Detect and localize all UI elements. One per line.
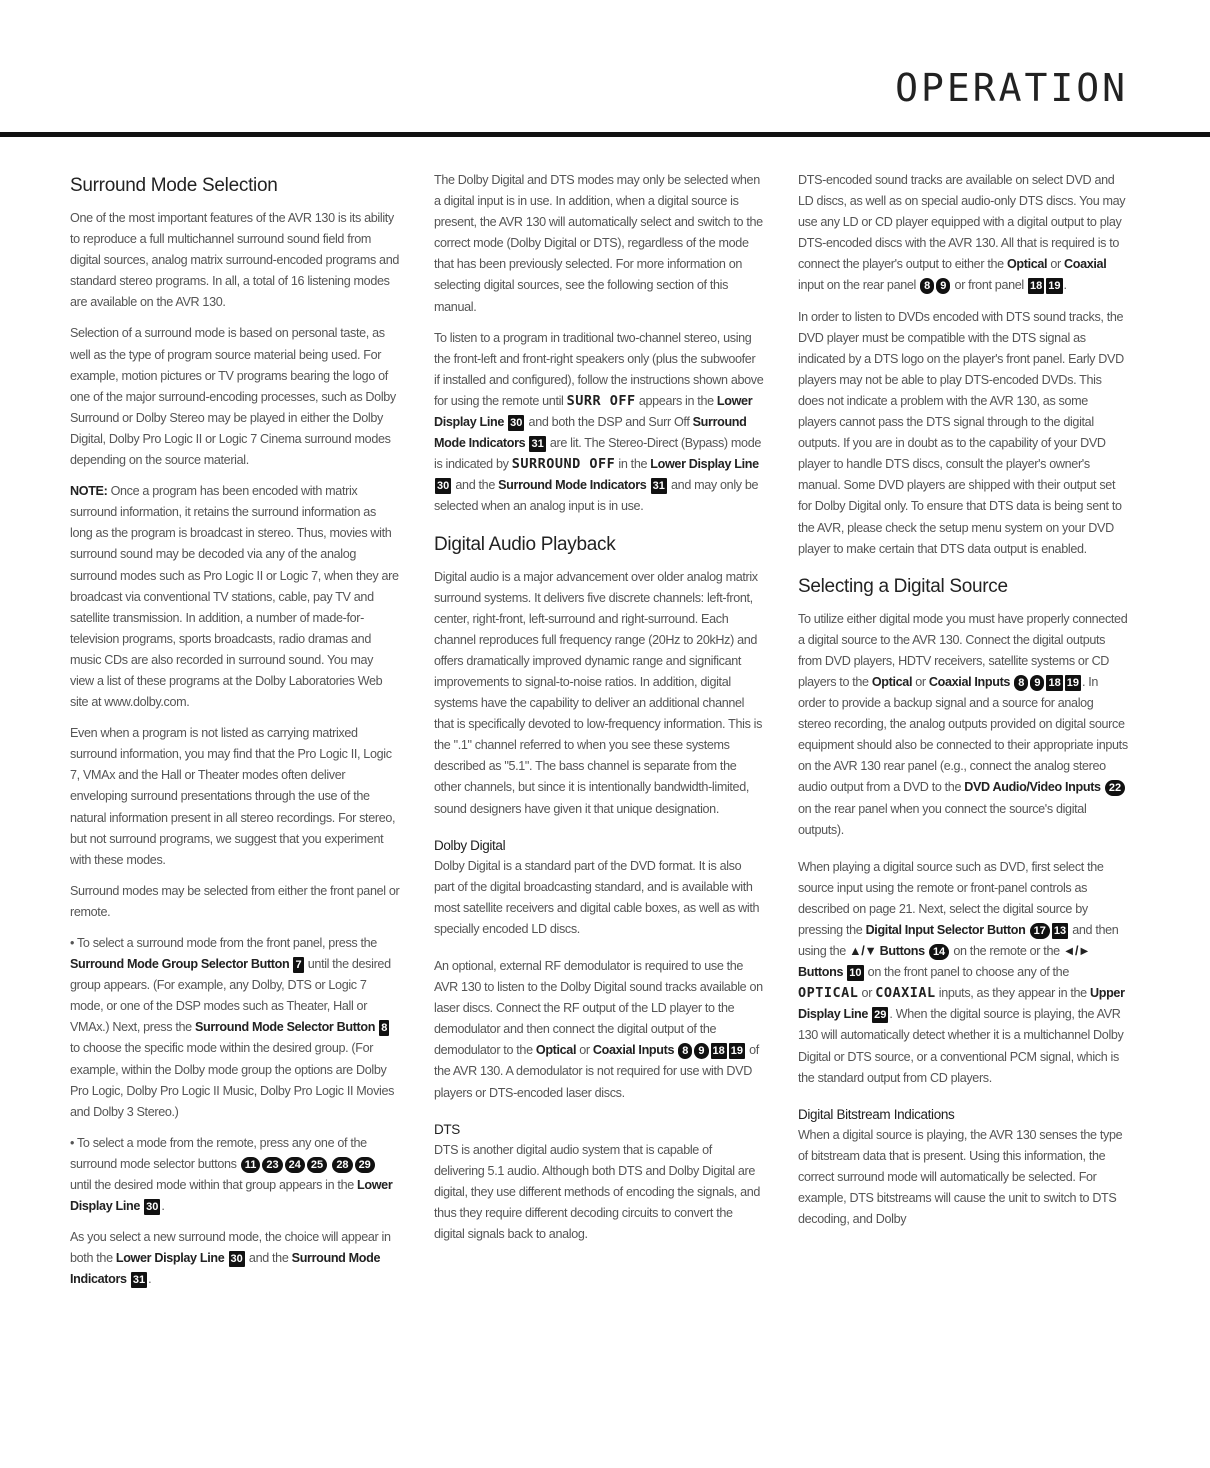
callout-number: 30 <box>230 1253 243 1266</box>
text: . When the digital source is playing, the AVR 130 will automatically detect whether it is a multichannel Dolby Digital or DTS source, or a conventional PCM signal, which is the standard output from CD players. <box>798 1007 1124 1085</box>
paragraph: The Dolby Digital and DTS modes may only be selected when a digital input is in use. In addition, when a digital source is present, the AVR 130 will automatically select and switch to the correct mode (Dolby Digital or DTS), regardless of the mode that has been previously selected. For more information on selecting digital sources, see the following section of this manual. <box>434 173 763 314</box>
callout-number: 30 <box>437 480 450 493</box>
text: An optional, external RF demodulator is required to use the AVR 130 to listen to the Dolby Digital sound tracks available on laser discs. Connect the RF output of the LD player to the demodulator and then connect the digital output of the demodulator to the <box>434 959 763 1058</box>
text: and may only be selected when an analog input is in use. <box>434 478 759 514</box>
callout-number: 29 <box>355 1157 375 1173</box>
button-ref: Digital Input Selector Button <box>865 923 1026 937</box>
text: To listen to a program in traditional two-channel stereo, using the front-left and front-right speakers only (plus the subwoofer if installed and configured), follow the instructions shown above for using the remote until <box>434 330 764 408</box>
paragraph: Dolby Digital is a standard part of the DVD format. It is also part of the digital broadcasting standard, and is available with most satellite receivers and digital cable boxes, as well as with specially encoded LD discs. <box>434 858 760 936</box>
callout-number: 8 <box>678 1043 692 1059</box>
callout-number: 14 <box>929 944 949 960</box>
indicator-ref: Surround Mode Indicators <box>434 415 747 451</box>
indicator-ref: Surround Mode Indicators <box>498 478 647 493</box>
display-ref: Lower Display Line <box>434 393 753 430</box>
input-ref: Coaxial Inputs <box>928 674 1011 689</box>
callout-number: 13 <box>1053 925 1067 937</box>
note-label: NOTE: <box>70 484 108 499</box>
note-text: Once a program has been encoded with matrix surround information, it retains the surround information as long as the program is broadcast in stereo. Thus, movies with surround sound may be decoded via any of the analog surround modes such as Pro Logic II or Logic 7, when they are broadcast via conventional TV stations, cable, pay TV and satellite transmission. In addition, a number of made-for-television programs, sports broadcasts, radio dramas and music CDs are also recorded in surround sound. You may view a list of these programs at the Dolby Laboratories Web site at www.dolby.com. <box>70 484 399 710</box>
button-ref: ◄/► Buttons <box>798 944 1091 980</box>
callout-number: 24 <box>285 1157 305 1173</box>
text: . <box>1063 278 1067 293</box>
paragraph: In order to listen to DVDs encoded with DTS sound tracks, the DVD player must be compatible with the DTS signal as indicated by a DTS logo on the player's front panel. Early DVD players may not be able to play DTS-encoded DVDs. This does not indicate a problem with the AVR 130, as some players cannot pass the DTS signal through to the digital outputs. If you are in doubt as to the capability of your DVD player to handle DTS discs, consult the player's owner's manual. Some DVD players are shipped with their output set for Dolby Digital only. To ensure that DTS data is being sent to the AVR, please check the setup menu system on your DVD player to make certain that DTS data output is enabled. <box>798 309 1124 556</box>
callout-number: 11 <box>241 1157 261 1173</box>
text: or <box>912 674 929 689</box>
text: . In order to provide a backup signal and a source for analog stereo recording, the analog outputs provided on digital source equipment should also be connected to their appropriate inputs on the AVR 130 rear panel (e.g., connect the analog stereo audio output from a DVD to the <box>798 674 1128 795</box>
paragraph: Selection of a surround mode is based on personal taste, as well as the type of program source material being used. For example, motion pictures or TV programs bearing the logo of one of the major surround-encoding processes, such as Dolby Surround or Dolby Stereo may be played in either the Dolby Digital, Dolby Pro Logic II or Logic 7 Cinema surround modes depending on the source material. <box>70 326 396 468</box>
callout-number: 29 <box>874 1009 887 1022</box>
text: of the AVR 130. A demodulator is not required for use with DVD players or DTS-encoded laser discs. <box>434 1043 759 1100</box>
paragraph: Even when a program is not listed as carrying matrixed surround information, you may find that the Pro Logic II, Logic 7, VMAx and the Hall or Theater modes often deliver enveloping surround presentations through the use of the natural information present in all stereo recordings. For stereo, but not surround programs, we suggest that you experiment with these modes. <box>70 726 396 867</box>
paragraph <box>70 1227 400 1290</box>
lcd-text: SURR OFF <box>566 392 636 409</box>
text: inputs, as they appear in the <box>935 986 1090 1001</box>
bullet-remote <box>70 1133 400 1217</box>
paragraph: One of the most important features of the AVR 130 is its ability to reproduce a full multichannel surround sound field from digital sources, analog matrix surround-encoded programs and standard stereo programs. In all, a total of 16 listening modes are available on the AVR 130. <box>70 211 400 310</box>
lcd-text: SURROUND OFF <box>511 456 616 473</box>
callout-number: 19 <box>1048 280 1061 293</box>
lcd-text: OPTICAL <box>798 985 859 1002</box>
text: on the front panel to choose any of the <box>864 965 1069 980</box>
text: and both the DSP and Surr Off <box>525 415 693 430</box>
heading-digital-audio-playback: Digital Audio Playback <box>434 533 616 555</box>
text: and the <box>452 478 499 493</box>
text: or <box>858 986 876 1001</box>
paragraph <box>798 609 1128 841</box>
header-rule <box>0 132 1210 137</box>
heading-surround-mode-selection: Surround Mode Selection <box>70 175 278 196</box>
text: DTS-encoded sound tracks are available on select DVD and LD discs, as well as on special audio-only DTS discs. You may use any LD or CD player equipped with a digital output to play DTS-encoded discs with the AVR 130. All that is required is to connect the player's output to either the <box>798 173 1126 272</box>
callout-number: 8 <box>381 1022 388 1035</box>
callout-number: 19 <box>730 1045 743 1058</box>
text: on the remote or the <box>950 944 1063 959</box>
callout-number: 31 <box>531 438 544 451</box>
callout-number: 28 <box>332 1157 352 1173</box>
paragraph <box>434 956 764 1104</box>
bullet-front-panel <box>70 933 400 1123</box>
text: To utilize either digital mode you must have properly connected a digital source to the AVR 130. Connect the digital outputs from DVD players, HDTV receivers, satellite systems or CD players to the <box>798 611 1128 689</box>
input-ref: Optical <box>535 1043 577 1058</box>
display-ref: Lower Display Line <box>70 1178 393 1214</box>
button-ref: Surround Mode Group Selector Button <box>70 957 290 972</box>
callout-number: 8 <box>920 278 934 294</box>
display-ref: Upper Display Line <box>798 986 1125 1022</box>
column-3 <box>798 170 1128 1240</box>
column-2 <box>434 170 764 1255</box>
display-ref: Lower Display Line <box>650 457 759 472</box>
paragraph <box>434 328 764 518</box>
paragraph: When a digital source is playing, the AVR 130 senses the type of bitstream data that is present. Using this information, the correct surround mode will automatically be selected. For example, DTS bitstreams will cause the unit to switch to DTS decoding, and Dolby <box>798 1127 1123 1227</box>
text: until the desired mode within that group appears in the <box>70 1178 358 1193</box>
callout-number: 9 <box>1030 675 1044 691</box>
input-ref: DVD Audio/Video Inputs <box>964 780 1101 795</box>
text: When playing a digital source such as DVD, first select the source input using the remote or front-panel controls as described on page 21. Next, select the digital source by pressing the <box>798 859 1104 937</box>
callout-number: 18 <box>712 1045 725 1058</box>
callout-number: 7 <box>295 959 302 972</box>
page-title: OPERATION <box>895 66 1128 110</box>
callout-number: 19 <box>1066 676 1079 689</box>
button-ref: Surround Mode Selector Button <box>194 1020 376 1035</box>
paragraph: DTS is another digital audio system that is capable of delivering 5.1 audio. Although both DTS and Dolby Digital are digital, they use different methods of encoding the signals, and thus they require different decoding circuits to convert the digital signals back to analog. <box>434 1142 761 1242</box>
callout-number: 30 <box>146 1201 159 1214</box>
text: or <box>576 1043 593 1058</box>
text: on the rear panel when you connect the source's digital outputs). <box>798 801 1087 837</box>
heading-dolby-digital: Dolby Digital <box>434 837 506 853</box>
text: • To select a mode from the remote, press any one of the surround mode selector buttons <box>70 1135 367 1171</box>
note-paragraph <box>70 481 400 713</box>
text: in the <box>615 457 651 472</box>
text: to choose the specific mode within the desired group. (For example, within the Dolby mode group the options are Dolby Pro Logic, Dolby Pro Logic II Music, Dolby Pro Logic II Movies and Dolby 3 Stereo.) <box>70 1041 395 1119</box>
text: • To select a surround mode from the front panel, press the <box>70 936 377 950</box>
heading-digital-bitstream-indications: Digital Bitstream Indications <box>798 1106 955 1122</box>
callout-number: 31 <box>652 480 665 493</box>
indicator-ref: Surround Mode Indicators <box>70 1251 381 1287</box>
text: . <box>161 1199 165 1214</box>
lcd-text: COAXIAL <box>875 985 936 1002</box>
button-ref: ▲/▼ Buttons <box>849 944 925 959</box>
callout-number: 8 <box>1014 675 1028 691</box>
text: or <box>1047 257 1064 272</box>
callout-number: 9 <box>936 278 950 294</box>
text: . <box>148 1272 152 1287</box>
callout-number: 31 <box>132 1274 146 1287</box>
callout-number: 9 <box>694 1043 708 1059</box>
input-ref: Optical <box>871 674 913 689</box>
text: and the <box>245 1251 292 1266</box>
callout-number: 22 <box>1105 780 1125 796</box>
column-1 <box>70 170 400 1301</box>
text: input on the rear panel <box>798 278 920 293</box>
text: until the desired group appears. (For example, any Dolby, DTS or Logic 7 mode, or one of the DSP modes such as Theater, Hall or VMAx.) Next, press the <box>70 957 391 1035</box>
callout-number: 10 <box>849 967 862 980</box>
text: or front panel <box>951 278 1027 293</box>
heading-dts: DTS <box>434 1121 460 1137</box>
text: appears in the <box>635 393 717 408</box>
display-ref: Lower Display Line <box>115 1251 225 1266</box>
callout-number: 25 <box>307 1157 327 1173</box>
callout-number: 17 <box>1030 923 1050 939</box>
text: As you select a new surround mode, the choice will appear in both the <box>70 1230 391 1266</box>
paragraph: Surround modes may be selected from either the front panel or remote. <box>70 883 400 919</box>
paragraph <box>798 857 1128 1089</box>
heading-selecting-digital-source: Selecting a Digital Source <box>798 575 1008 597</box>
callout-number: 30 <box>510 417 523 430</box>
callout-number: 18 <box>1030 280 1043 293</box>
text: are lit. The Stereo-Direct (Bypass) mode is indicated by <box>434 436 762 472</box>
input-ref: Optical <box>1006 257 1048 272</box>
text: and then using the <box>798 923 1119 959</box>
paragraph <box>798 170 1128 297</box>
input-ref: Coaxial Inputs <box>592 1043 675 1058</box>
callout-number: 23 <box>262 1157 282 1173</box>
callout-number: 18 <box>1048 676 1061 689</box>
paragraph: Digital audio is a major advancement over older analog matrix surround systems. It delivers five discrete channels: left-front, center, right-front, left-surround and right-surround. Each channel reproduces full frequency range (20Hz to 20kHz) and offers dramatically improved dynamic range and significant improvements to signal-to-noise ratios. In addition, digital systems have the capability to deliver an additional channel that is specifically devoted to low-frequency information. This is the ".1" channel referred to when you see these systems described as "5.1". The bass channel is separate from the other channels, but since it is intentionally bandwidth-limited, sound designers have given it that unique designation. <box>434 569 763 816</box>
input-ref: Coaxial <box>1064 257 1107 272</box>
